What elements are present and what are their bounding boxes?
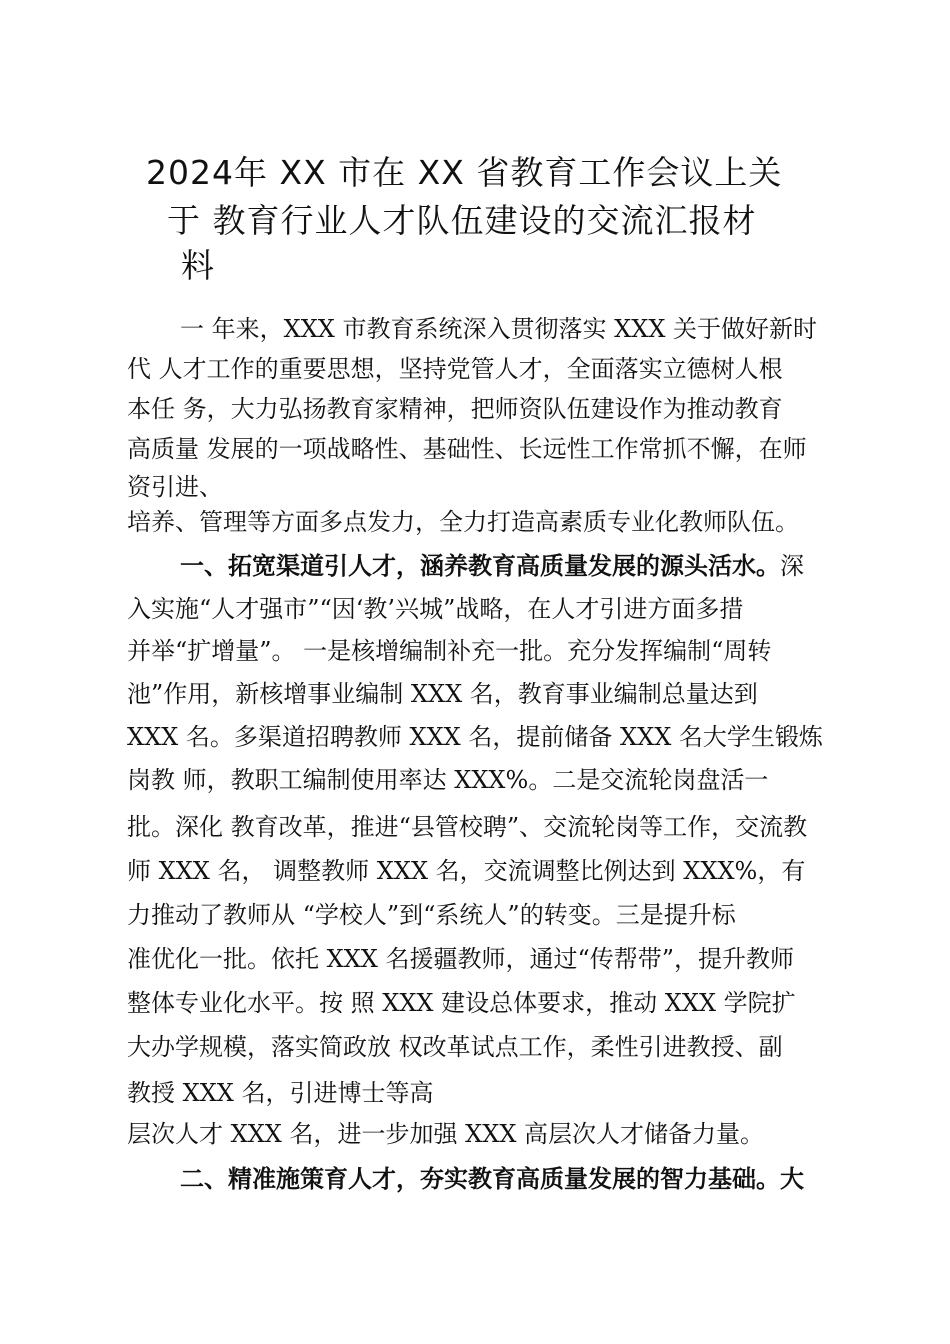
section-1-line: 教授 XXX 名，引进博士等高 <box>127 1079 434 1107</box>
section-1-line: 层次人才 XXX 名，进一步加强 XXX 高层次人才储备力量。 <box>127 1120 765 1148</box>
section-1-line: 并举“扩增量”。 一是核增编制补充一批。充分发挥编制“周转 <box>127 637 772 665</box>
section-1-line: 大办学规模，落实简政放 权改革试点工作，柔性引进教授、副 <box>127 1033 783 1061</box>
paragraph-intro-line: 一 年来，XXX 市教育系统深入贯彻落实 XXX 关于做好新时 <box>180 315 818 343</box>
section-1-line: 师 XXX 名， 调整教师 XXX 名，交流调整比例达到 XXX%，有 <box>127 857 806 885</box>
section-1-line: 整体专业化水平。按 照 XXX 建设总体要求，推动 XXX 学院扩 <box>127 989 796 1017</box>
section-1-line: 准优化一批。依托 XXX 名援疆教师，通过“传帮带”，提升教师 <box>127 945 795 973</box>
section-1-line: 岗教 师，教职工编制使用率达 XXX%。二是交流轮岗盘活一 <box>127 766 769 794</box>
section-2-first-line <box>180 1164 804 1194</box>
section-1-first-line <box>180 551 804 581</box>
paragraph-intro-line: 资引进、 <box>127 473 223 501</box>
section-1-line: 入实施“人才强市”“因‘教’兴城”战略，在人才引进方面多措 <box>127 595 744 623</box>
document-title-line-2: 于 教育行业人才队伍建设的交流汇报材 <box>167 201 757 240</box>
paragraph-intro-line: 培养、管理等方面多点发力，全力打造高素质专业化教师队伍。 <box>127 508 799 536</box>
section-1-line: XXX 名。多渠道招聘教师 XXX 名，提前储备 XXX 名大学生锻炼 <box>127 723 823 751</box>
section-2-heading-tail: 大 <box>780 1164 804 1193</box>
section-2-heading: 二、精准施策育人才，夯实教育高质量发展的智力基础。 <box>180 1164 780 1193</box>
section-1-line: 池”作用，新核增事业编制 XXX 名，教育事业编制总量达到 <box>127 680 758 708</box>
section-1-heading: 一、拓宽渠道引人才，涵养教育高质量发展的源头活水。 <box>180 551 780 580</box>
paragraph-intro-line: 代 人才工作的重要思想，坚持党管人才，全面落实立德树人根 <box>127 355 783 383</box>
section-1-line: 批。深化 教育改革，推进“县管校聘”、交流轮岗等工作，交流教 <box>127 813 808 841</box>
document-title-line-3: 料 <box>181 246 215 285</box>
section-1-line: 力推动了教师从 “学校人”到“系统人”的转变。三是提升标 <box>127 901 736 929</box>
section-1-heading-tail: 深 <box>780 552 804 580</box>
paragraph-intro-line: 高质量 发展的一项战略性、基础性、长远性工作常抓不懈，在师 <box>127 435 807 463</box>
document-title-line-1: 2024年 XX 市在 XX 省教育工作会议上关 <box>146 153 783 192</box>
paragraph-intro-line: 本任 务，大力弘扬教育家精神，把师资队伍建设作为推动教育 <box>127 395 783 423</box>
